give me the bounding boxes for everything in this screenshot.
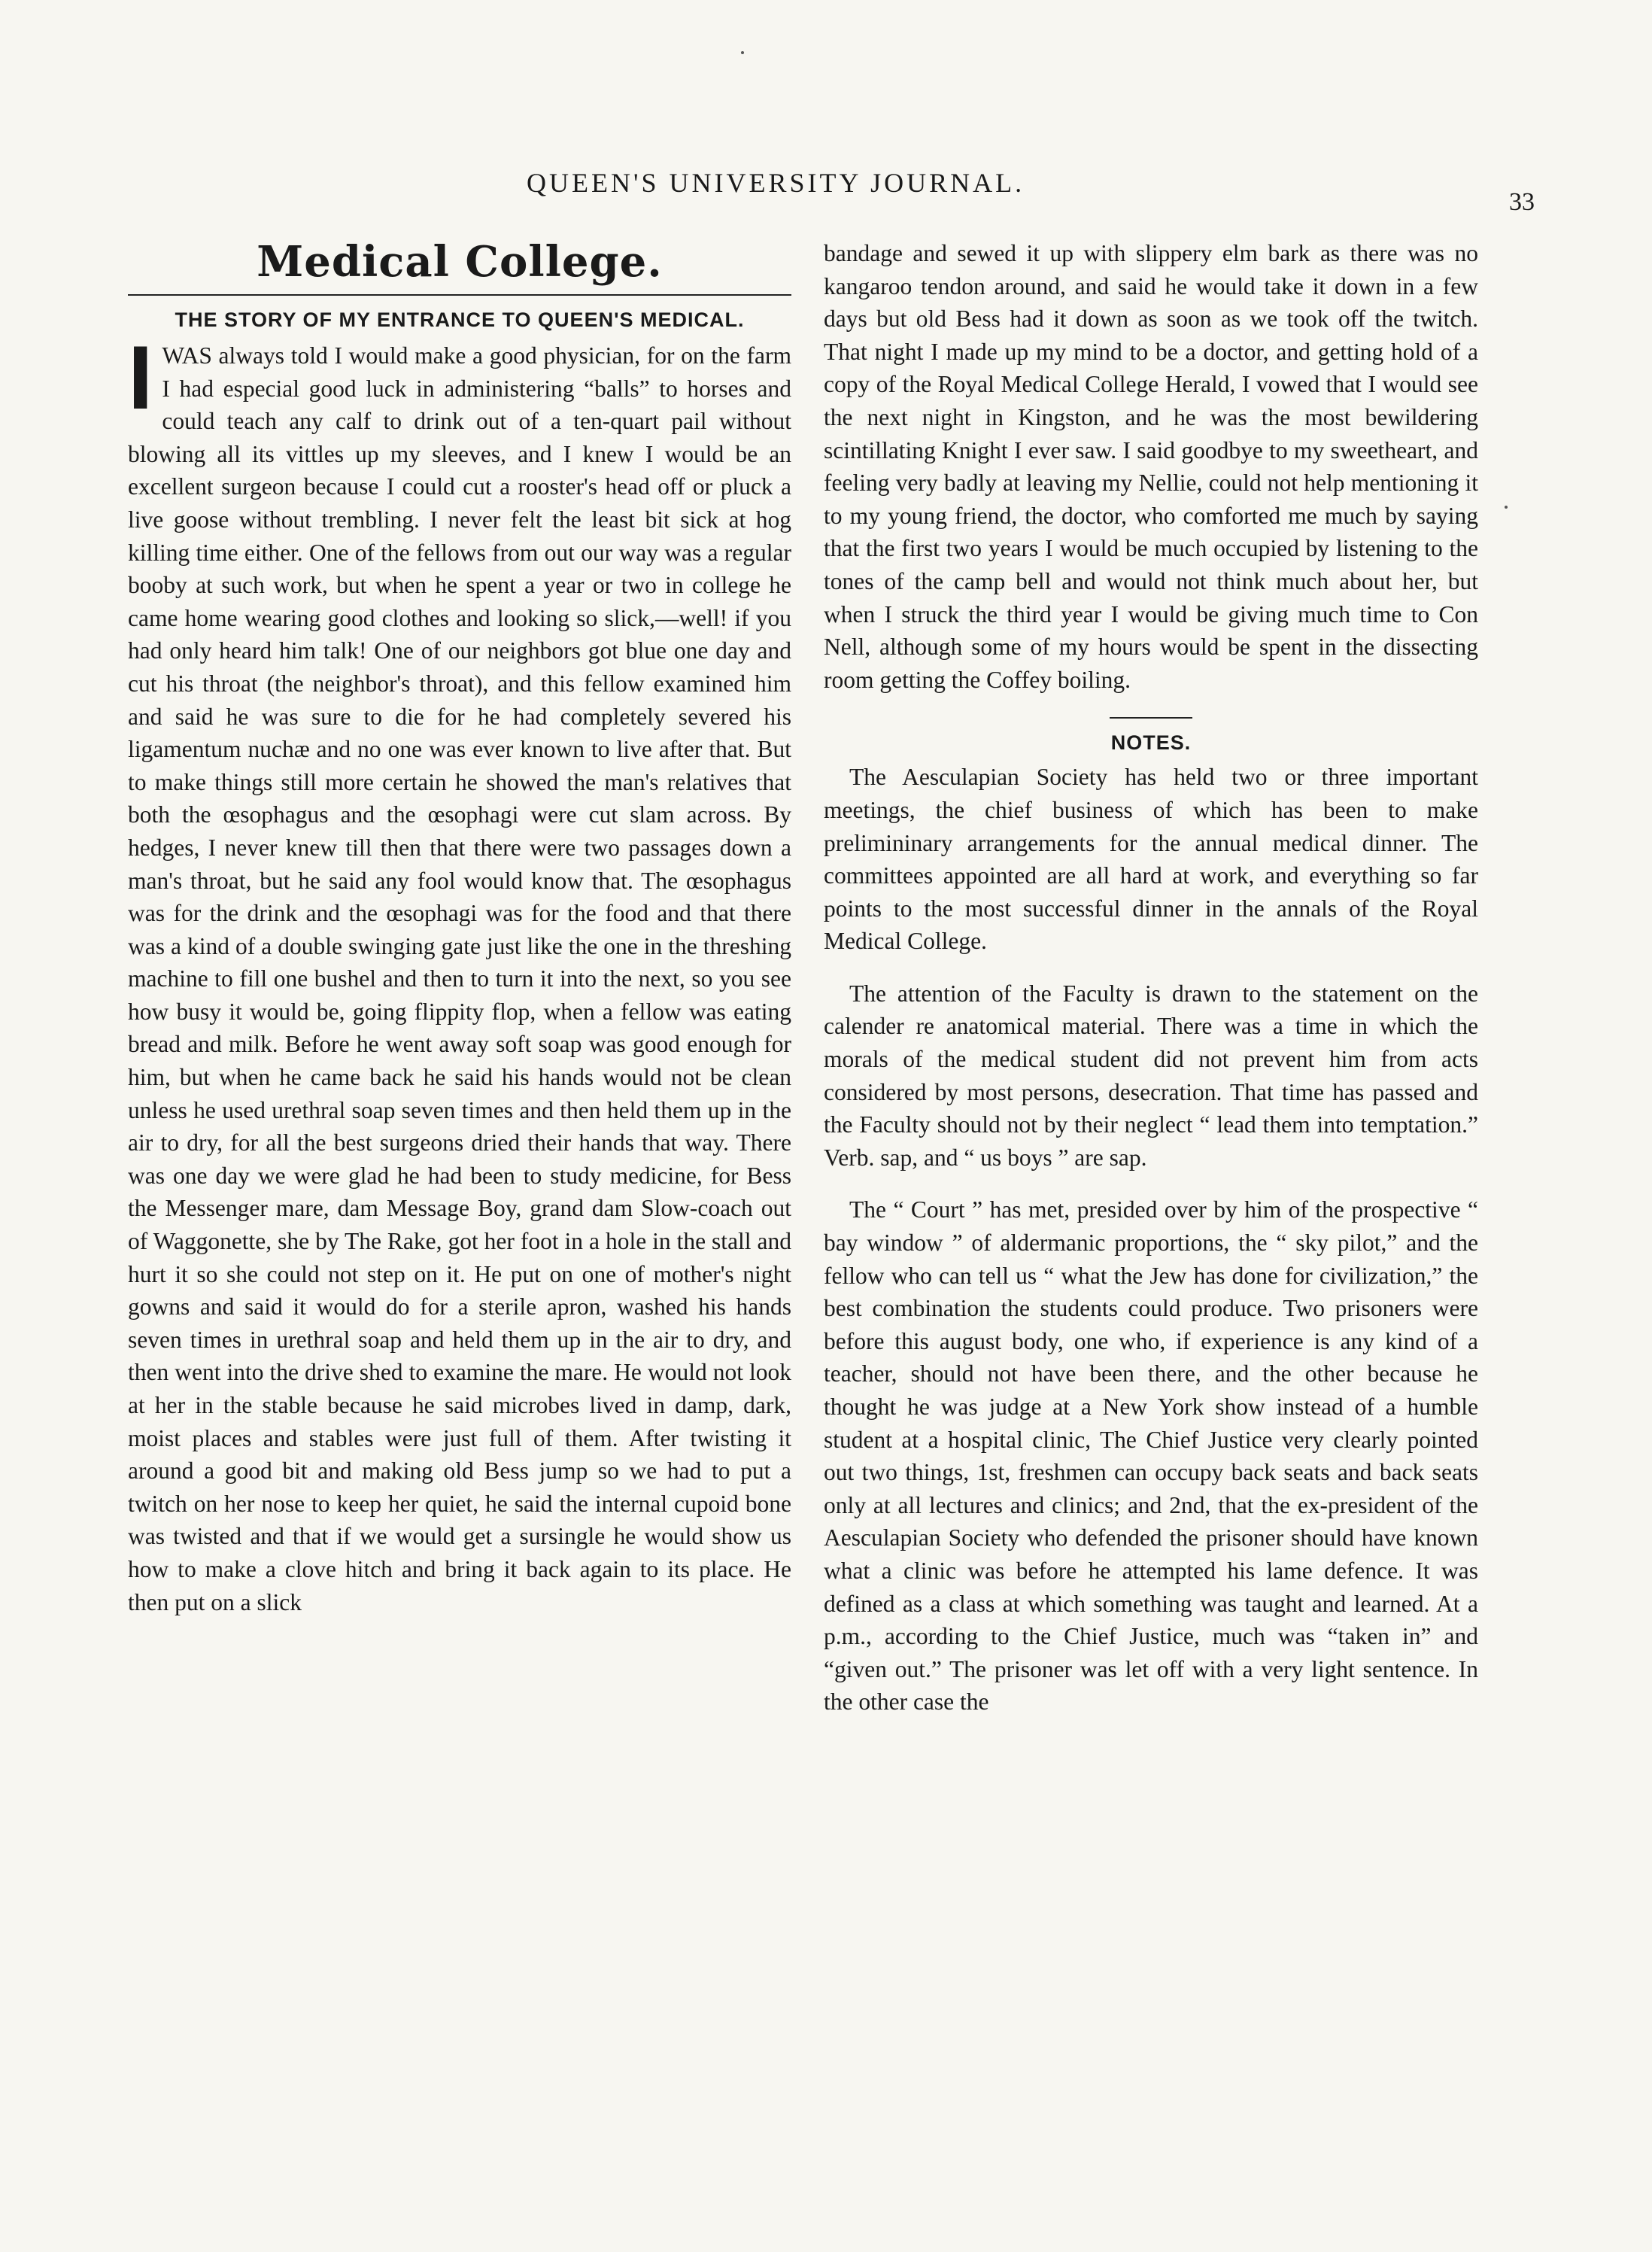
page-number: 33	[1509, 188, 1535, 216]
section-title: Medical College.	[257, 237, 663, 287]
story-heading: THE STORY OF MY ENTRANCE TO QUEEN'S MEDICAL.	[175, 308, 745, 331]
story-body-start	[128, 327, 791, 1618]
page-header	[135, 167, 1535, 216]
notes-divider	[1110, 717, 1192, 719]
drop-cap: I	[128, 327, 153, 428]
scan-speck	[741, 51, 744, 54]
notes-heading: NOTES.	[1110, 731, 1192, 755]
story-body-continued: bandage and sewed it up with slippery elm bark as there was no kangaroo tendon around, and said he would take it down in a few days but old Bess had it down as soon as we took off the twitch. That night I made up my mind to be a doctor, and getting hold of a copy of the Royal Medical College Herald, I vowed that I would see the next night in Kingston, and he was the most bewildering scintillating Knight I ever saw. I said goodbye to my sweetheart, and feeling very badly at leaving my Nellie, could not help mentioning it to my young friend, the doctor, who comforted me much by saying that the first two years I would be much occupied by listening to the tones of the camp bell and would not think much about her, but when I struck the third year I would be giving much time to Con Nell, although some of my hours would be spent in the dissecting room getting the Coffey boiling.	[824, 240, 1478, 693]
right-column	[824, 237, 1478, 1738]
left-column	[128, 237, 791, 1618]
title-divider	[128, 294, 791, 296]
journal-title: QUEEN'S UNIVERSITY JOURNAL.	[527, 168, 1025, 198]
note-paragraph-1: The Aesculapian Society has held two or three important meetings, the chief business of which has been to make prelimininary arrangements for the annual medical dinner. The committees appointed are all hard at work, and everything so far points to the most successful dinner in the annals of the Royal Medical College.	[824, 764, 1478, 955]
note-paragraph-2: The attention of the Faculty is drawn to the statement on the calender re anatomical material. There was a time in which the morals of the medical student did not prevent him from acts considered by most persons, desecration. That time has passed and the Faculty should not by their neglect “ lead them into temptation.” Verb. sap, and “ us boys ” are sap.	[824, 980, 1478, 1171]
story-body-text: WAS always told I would make a good physician, for on the farm I had especial good luck in administering “balls” to horses and could teach any calf to drink out of a ten-quart pail without blowing all its vittles up my sleeves, and I knew I would be an excellent surgeon because I could cut a rooster's head off or pluck a live goose without trembling. I never felt the least bit sick at hog killing time either. One of the fellows from out our way was a regular booby at such work, but when he spent a year or two in college he came home wearing good clothes and looking so slick,—well! if you had only heard him talk! One of our neighbors got blue one day and cut his throat (the neighbor's throat), and this fellow examined him and said he was sure to die for he had completely severed his ligamentum nuchæ and no one was ever known to live after that. But to make things still more certain he showed the man's relatives that both the œsophagus and the œsophagi were cut slam across. By hedges, I never knew till then that there were two passages down a man's throat, but he said any fool would know that. The œsophagus was for the drink and the œsophagi was for the food and that there was a kind of a double swinging gate just like the one in the threshing machine to fill one bushel and then to turn it into the next, so you see how busy it would be, going flippity flop, when a fellow was eating bread and milk. Before he went away soft soap was good enough for him, but when he came back he said his hands would not be clean unless he used urethral soap seven times and then held them up in the air to dry, for all the best surgeons dried their hands that way. There was one day we were glad he had been to study medicine, for Bess the Messenger mare, dam Message Boy, grand dam Slow-coach out of Waggonette, she by The Rake, got her foot in a hole in the stall and hurt it so she could not step on it. He put on one of mother's night gowns and said it would do for a sterile apron, washed his hands seven times in urethral soap and held them up in the air to dry, and then went into the drive shed to examine the mare. He would not look at her in the stable because he said microbes lived in damp, dark, moist places and stables were just full of them. After twisting it around a good bit and making old Bess jump so we had to put a twitch on her nose to keep her quiet, he said the internal cupoid bone was twisted and that if we would get a sursingle he would show us how to make a clove hitch and bring it back again to its place. He then put on a slick	[128, 342, 791, 1615]
scan-speck	[1505, 506, 1508, 509]
note-paragraph-3: The “ Court ” has met, presided over by him of the prospective “ bay window ” of aldermanic proportions, the “ sky pilot,” and the fellow who can tell us “ what the Jew has done for civilization,” the best combination the students could produce. Two prisoners were before this august body, one who, if experience is any kind of a teacher, should not have been there, and the other because he thought he was judge at a New York show instead of a humble student at a hospital clinic, The Chief Justice very clearly pointed out two things, 1st, freshmen can occupy back seats and back seats only at all lectures and clinics; and 2nd, that the ex-president of the Aesculapian Society who defended the prisoner should have known what a clinic was before he attempted his lame defence. It was defined as a class at which something was taught and learned. At a p.m., according to the Chief Justice, much was “taken in” and “given out.” The prisoner was let off with a very light sentence. In the other case the	[824, 1196, 1478, 1716]
